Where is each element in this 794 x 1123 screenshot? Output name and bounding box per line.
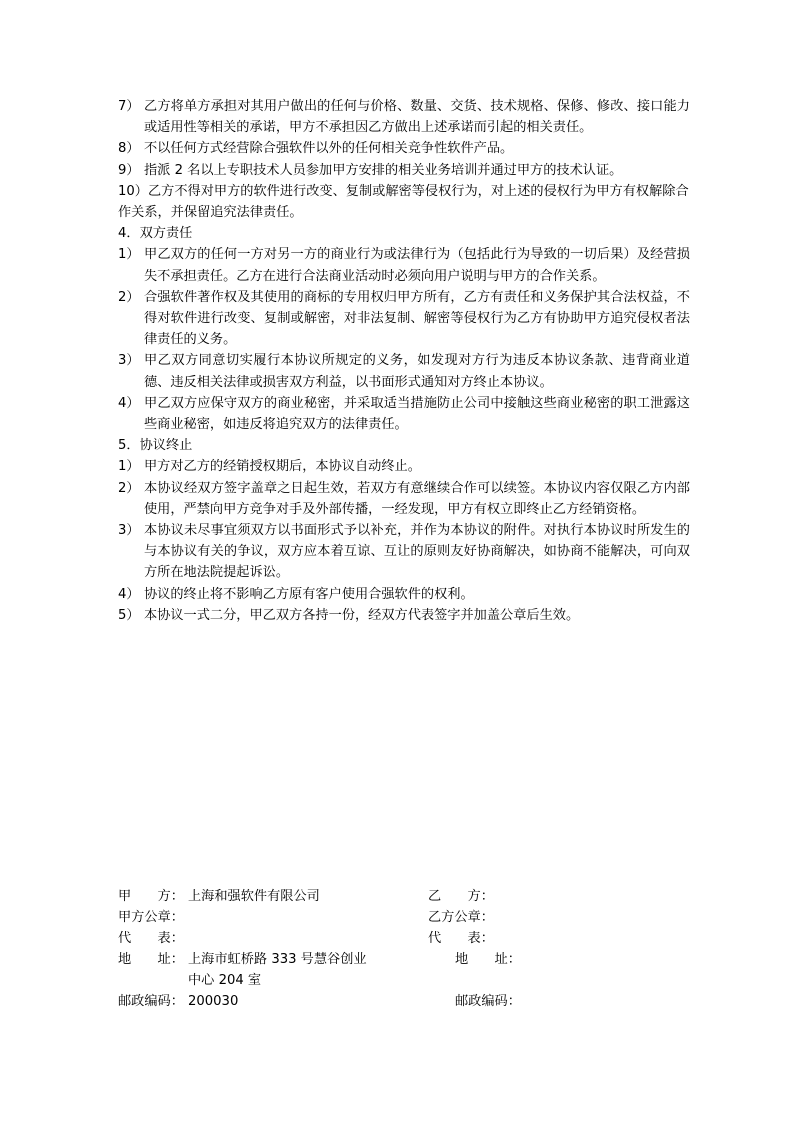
clause-text: 指派 2 名以上专职技术人员参加甲方安排的相关业务培训并通过甲方的技术认证。 xyxy=(144,162,623,178)
clause-5-2 xyxy=(118,478,690,520)
clause-text: 协议的终止将不影响乙方原有客户使用合强软件的权利。 xyxy=(144,586,474,602)
seal-a-label: 甲方公章： xyxy=(118,910,184,925)
party-b-label: 乙 方： xyxy=(428,889,494,904)
clause-number: 9） xyxy=(118,162,140,178)
addr-b-label: 地 址： xyxy=(455,952,521,967)
addr-a-value-line2: 中心 204 室 xyxy=(188,973,262,988)
clause-text: 甲乙双方的任何一方对另一方的商业行为或法律行为（包括此行为导致的一切后果）及经营损失不承担责任。乙方在进行合法商业活动时必须向用户说明与甲方的合作关系。 xyxy=(144,247,690,284)
clause-5-5 xyxy=(118,605,690,626)
address-row xyxy=(118,949,718,970)
zip-a-label: 邮政编码： xyxy=(118,994,184,1009)
clause-3-8 xyxy=(118,138,690,159)
clause-text: 甲方对乙方的经销授权期后，本协议自动终止。 xyxy=(144,459,421,475)
section-heading-termination: 5．协议终止 xyxy=(118,438,193,454)
clause-text: 合强软件著作权及其使用的商标的专用权归甲方所有，乙方有责任和义务保护其合法权益，不得对软件进行改变、复制或解密，对非法复制、解密等侵权行为乙方有协助甲方追究侵权者法律责任的义务。 xyxy=(144,289,690,348)
clause-number: 4） xyxy=(118,395,140,411)
clause-text: 甲乙双方应保守双方的商业秘密，并采取适当措施防止公司中接触这些商业秘密的职工泄露这些商业秘密，如违反将追究双方的法律责任。 xyxy=(144,395,690,433)
clause-number: 1） xyxy=(118,247,140,263)
clause-number: 8） xyxy=(118,141,140,157)
zip-b-label: 邮政编码： xyxy=(455,994,521,1009)
clause-number: 5） xyxy=(118,607,140,623)
clause-5-4 xyxy=(118,584,690,605)
zip-row xyxy=(118,991,718,1012)
clause-number: 2） xyxy=(118,289,140,305)
section-heading-responsibilities: 4．双方责任 xyxy=(118,226,193,242)
clause-3-7 xyxy=(118,96,690,138)
clause-4-1 xyxy=(118,244,690,286)
clause-4-3 xyxy=(118,350,690,392)
party-row xyxy=(118,886,718,907)
rep-a-label: 代 表： xyxy=(118,931,184,946)
representative-row xyxy=(118,928,718,949)
clause-number: 7） xyxy=(118,99,140,114)
clause-text: 本协议经双方签字盖章之日起生效，若双方有意继续合作可以续签。本协议内容仅限乙方内部使用，严禁向甲方竞争对手及外部传播，一经发现，甲方有权立即终止乙方经销资格。 xyxy=(144,480,690,517)
agreement-body xyxy=(118,96,690,626)
signature-block xyxy=(118,886,718,1012)
clause-text: 甲乙双方同意切实履行本协议所规定的义务，如发现对方行为违反本协议条款、违背商业道德、违反相关法律或损害双方利益，以书面形式通知对方终止本协议。 xyxy=(144,353,690,390)
clause-number: 4） xyxy=(118,586,140,602)
party-a-name: 上海和强软件有限公司 xyxy=(188,889,320,904)
clause-text: 本协议未尽事宜须双方以书面形式予以补充，并作为本协议的附件。对执行本协议时所发生的与本协议有关的争议，双方应本着互谅、互让的原则友好协商解决，如协商不能解决，可向双方所在地法院提起诉讼。 xyxy=(144,523,690,581)
zip-a-value: 200030 xyxy=(188,994,239,1009)
clause-5-3 xyxy=(118,520,690,584)
clause-text: 乙方将单方承担对其用户做出的任何与价格、数量、交货、技术规格、保修、修改、接口能力或适用性等相关的承诺，甲方不承担因乙方做出上述承诺而引起的相关责任。 xyxy=(144,99,690,136)
clause-5-1 xyxy=(118,456,690,477)
clause-number: 3） xyxy=(118,523,140,539)
clause-number: 1） xyxy=(118,459,140,475)
clause-3-9 xyxy=(118,160,690,181)
clause-text: 不以任何方式经营除合强软件以外的任何相关竞争性软件产品。 xyxy=(144,141,514,157)
clause-number: 2） xyxy=(118,480,140,496)
clause-3-10: 10）乙方不得对甲方的软件进行改变、复制或解密等侵权行为，对上述的侵权行为甲方有权解除合作关系，并保留追究法律责任。 xyxy=(118,183,689,221)
clause-4-2 xyxy=(118,287,690,351)
clause-number: 3） xyxy=(118,353,140,369)
address-row-continued xyxy=(118,970,718,991)
seal-row xyxy=(118,907,718,928)
clause-4-4 xyxy=(118,393,690,435)
party-a-label: 甲 方： xyxy=(118,889,184,904)
clause-text: 本协议一式二分，甲乙双方各持一份，经双方代表签字并加盖公章后生效。 xyxy=(144,607,580,623)
seal-b-label: 乙方公章： xyxy=(428,910,494,925)
addr-a-value: 上海市虹桥路 333 号慧谷创业 xyxy=(188,952,367,967)
addr-a-label: 地 址： xyxy=(118,952,184,967)
rep-b-label: 代 表： xyxy=(428,931,494,946)
